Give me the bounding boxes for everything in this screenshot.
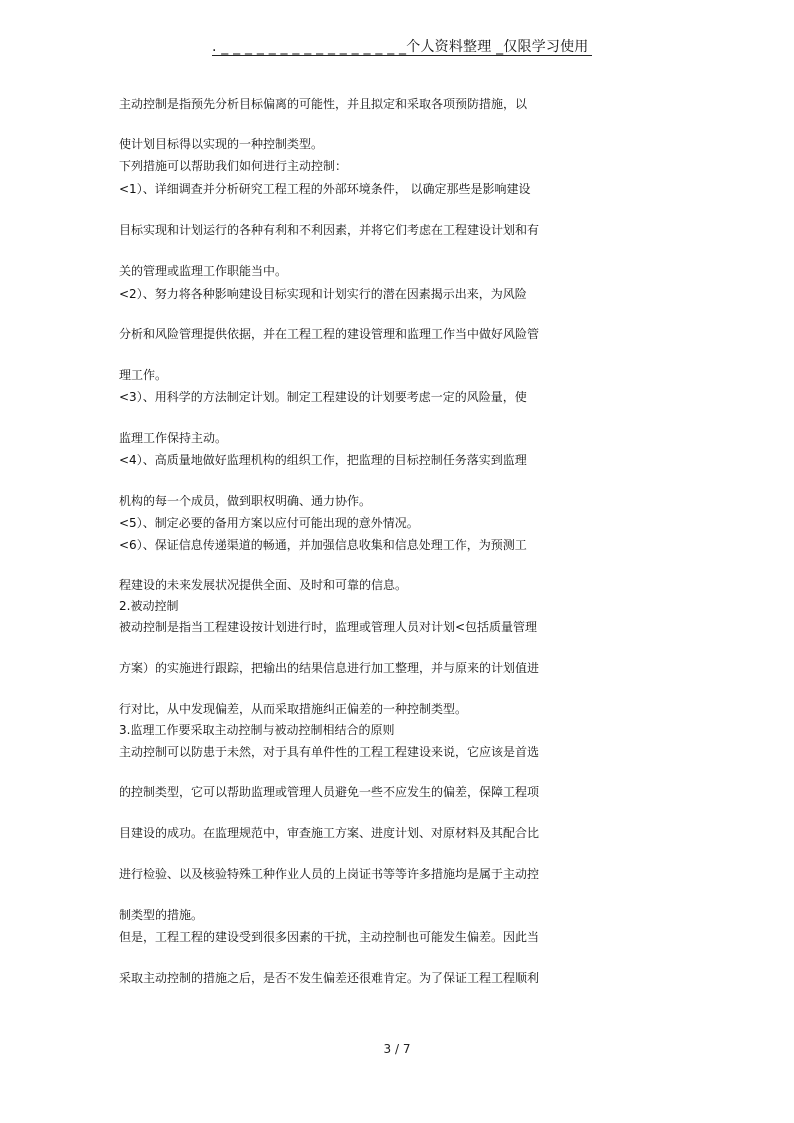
text-line: 理工作。	[119, 368, 168, 382]
text-line: 制类型的措施。	[119, 908, 204, 922]
text-line: 机构的每一个成员，做到职权明确、通力协作。	[119, 494, 372, 508]
header-rule	[212, 55, 592, 56]
text-line: 采取主动控制的措施之后，是否不发生偏差还很难肯定。为了保证工程工程顺利	[119, 971, 540, 985]
text-line: 目建设的成功。在监理规范中，审查施工方案、进度计划、对原材料及其配合比	[119, 826, 540, 840]
text-line: 被动控制是指当工程建设按计划进行时，监理或管理人员对计划<包括质量管理	[119, 620, 538, 634]
text-line: 分析和风险管理提供依据，并在工程工程的建设管理和监理工作当中做好风险管	[119, 327, 540, 341]
text-line: 2.被动控制	[119, 599, 179, 613]
page-number: 3 / 7	[383, 1042, 411, 1056]
text-line: 关的管理或监理工作职能当中。	[119, 264, 288, 278]
text-line: <4）、高质量地做好监理机构的组织工作，把监理的目标控制任务落实到监理	[119, 453, 527, 467]
text-line: <3）、用科学的方法制定计划。制定工程建设的计划要考虑一定的风险量，使	[119, 390, 527, 404]
text-line: 目标实现和计划运行的各种有利和不利因素，并将它们考虑在工程建设计划和有	[119, 223, 540, 237]
text-line: 3.监理工作要采取主动控制与被动控制相结合的原则	[119, 723, 395, 737]
text-line: 方案）的实施进行跟踪，把输出的结果信息进行加工整理，并与原来的计划值进	[119, 661, 540, 675]
page-header	[212, 36, 592, 56]
text-line: <6）、保证信息传递渠道的畅通，并加强信息收集和信息处理工作，为预测工	[119, 538, 527, 552]
text-line: <5）、制定必要的备用方案以应付可能出现的意外情况。	[119, 516, 419, 530]
header-text: . _ _ _ _ _ _ _ _ _ _ _ _ _ _ _ _个人资料整理 _仅限学习使用	[212, 39, 589, 55]
text-line: 但是，工程工程的建设受到很多因素的干扰，主动控制也可能发生偏差。因此当	[119, 930, 540, 944]
text-line: <2）、努力将各种影响建设目标实现和计划实行的潜在因素揭示出来，为风险	[119, 287, 527, 301]
text-line: 主动控制可以防患于未然，对于具有单件性的工程工程建设来说，它应该是首选	[119, 745, 540, 759]
text-line: 主动控制是指预先分析目标偏离的可能性，并且拟定和采取各项预防措施，以	[119, 97, 528, 111]
text-line: 下列措施可以帮助我们如何进行主动控制：	[119, 159, 348, 173]
text-line: 监理工作保持主动。	[119, 431, 228, 445]
text-line: <1）、详细调查并分析研究工程工程的外部环境条件， 以确定那些是影响建设	[119, 182, 531, 196]
text-line: 程建设的未来发展状况提供全面、及时和可靠的信息。	[119, 578, 408, 592]
text-line: 行对比，从中发现偏差，从而采取措施纠正偏差的一种控制类型。	[119, 702, 468, 716]
text-line: 使计划目标得以实现的一种控制类型。	[119, 137, 324, 151]
text-line: 进行检验、以及核验特殊工种作业人员的上岗证书等等许多措施均是属于主动控	[119, 867, 540, 881]
text-line: 的控制类型，它可以帮助监理或管理人员避免一些不应发生的偏差，保障工程项	[119, 785, 540, 799]
